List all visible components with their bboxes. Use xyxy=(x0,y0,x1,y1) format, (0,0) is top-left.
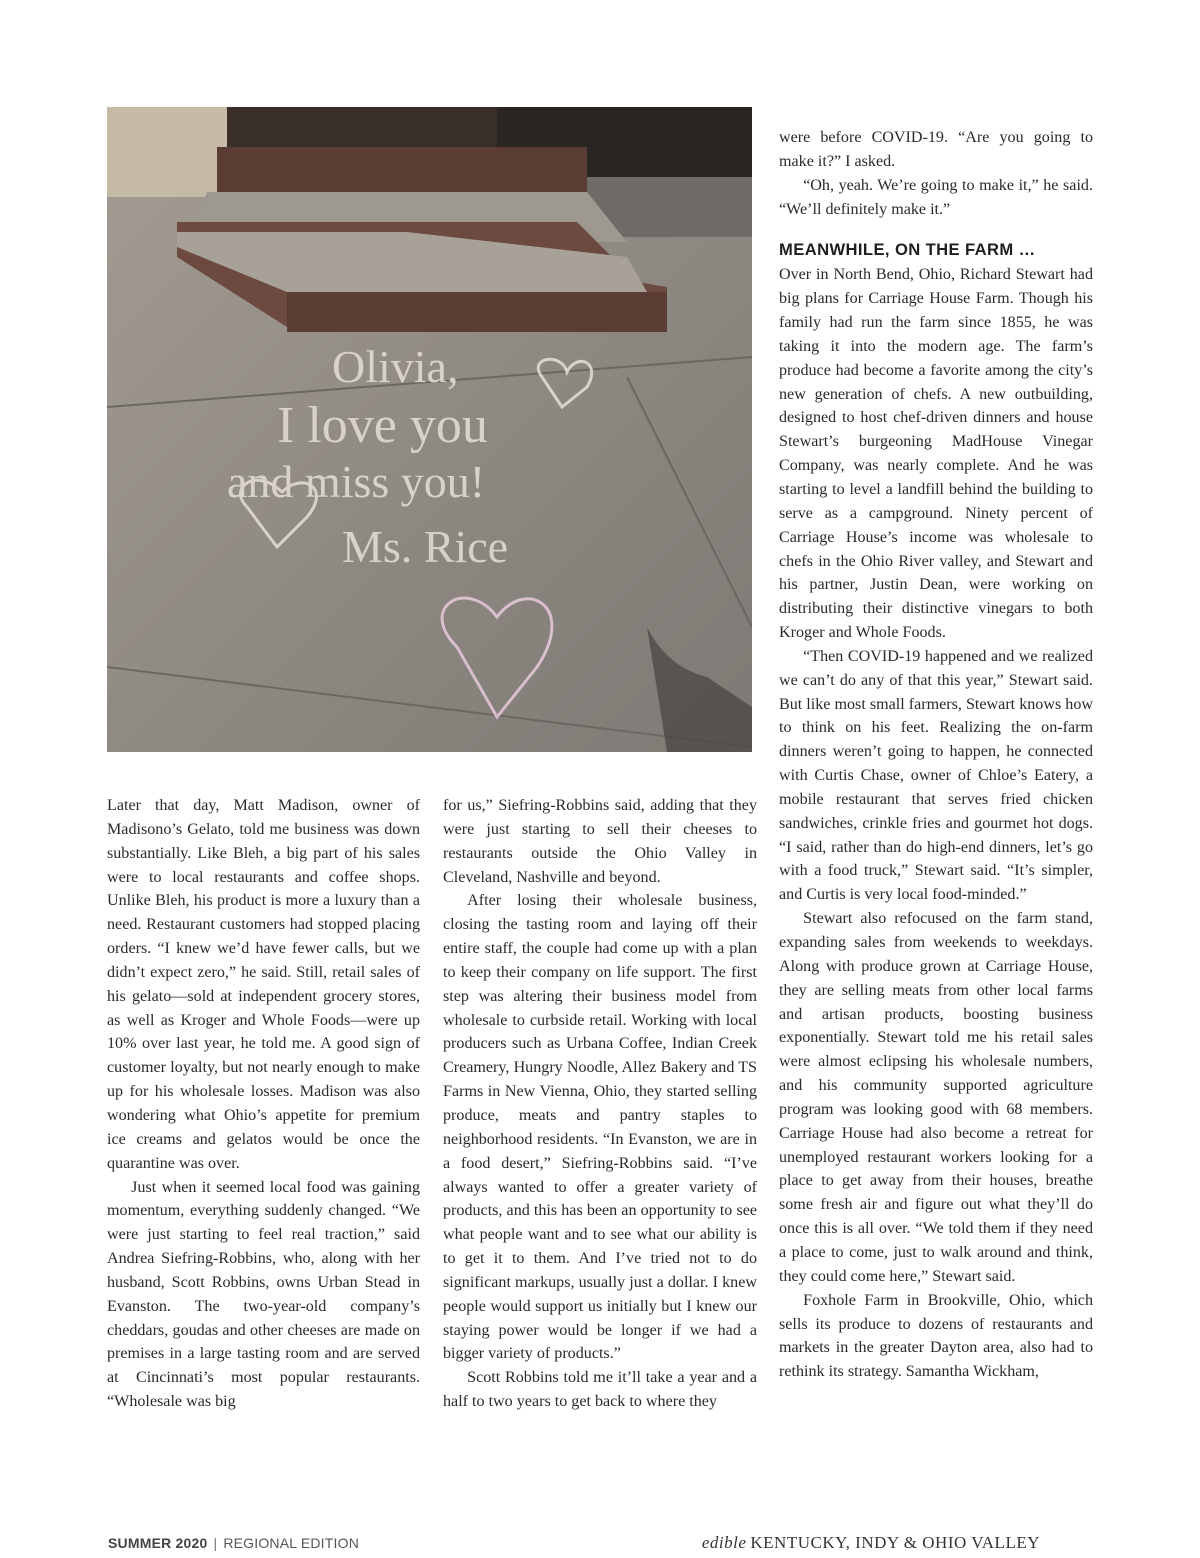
paragraph: Later that day, Matt Madison, owner of Madisono’s Gelato, told me business was down substantially. Like Bleh, a big part of his sales were to local restaurants and coffee shops. Unlike Bleh, his product is more a luxury than a need. Restaurant customers had stopped placing orders. “I knew we’d have fewer calls, but we didn’t expect zero,” he said. Still, retail sales of his gelato—sold at independent grocery stores, as well as Kroger and Whole Foods—were up 10% over last year, he told me. A good sign of customer loyalty, but not nearly enough to make up for his wholesale losses. Madison was also wondering what Ohio’s appetite for premium ice creams and gelatos would be once the quarantine was over. xyxy=(107,797,420,1172)
footer-separator: | xyxy=(213,1535,218,1551)
paragraph: were before COVID-19. “Are you going to make it?” I asked. xyxy=(779,129,1093,170)
paragraph: “Oh, yeah. We’re going to make it,” he said. “We’ll definitely make it.” xyxy=(779,176,1093,218)
section-heading: MEANWHILE, ON THE FARM … xyxy=(779,240,1036,260)
chalk-line-4: Ms. Rice xyxy=(342,521,509,572)
paragraph: Just when it seemed local food was gaining momentum, everything suddenly changed. “We were just starting to feel real traction,” said Andrea Siefring-Robbins, who, along with her husband, Scott Robbins, owns Urban Stead in Evanston. The two-year-old company’s cheddars, goudas and other cheeses are made on premises in a large tasting room and are served at Cincinnati’s most popular restaurants. “Wholesale was big xyxy=(107,1178,420,1411)
paragraph: Over in North Bend, Ohio, Richard Stewart had big plans for Carriage House Farm. Though his family had run the farm since 1855, he was taking it into the modern age. The farm’s produce had become a favorite among the city’s new generation of chefs. A new outbuilding, designed to host chef-driven dinners and house Stewart’s burgeoning MadHouse Vinegar Company, was nearly complete. And he was starting to level a landfill behind the building to serve as a campground. Ninety percent of Carriage House’s income was wholesale to chefs in the Ohio River valley, and Stewart and his partner, Justin Dean, were working on distributing their distinctive vinegars to both Kroger and Whole Foods. xyxy=(779,266,1093,642)
chalk-line-3: and miss you! xyxy=(227,456,486,507)
chalk-line-2: I love you xyxy=(277,397,488,454)
footer-brand: edible xyxy=(701,1533,747,1552)
chalk-line-1: Olivia, xyxy=(332,341,459,392)
footer-season: SUMMER 2020 xyxy=(108,1535,208,1551)
photo-illustration xyxy=(107,107,752,752)
footer-issue xyxy=(108,1535,359,1551)
house-siding xyxy=(107,107,227,197)
paragraph: After losing their wholesale business, closing the tasting room and laying off their entire staff, the couple had come up with a plan to keep their company on life support. The first step was altering their business model from wholesale to curbside retail. Working with local producers such as Urbana Coffee, Indian Creek Creamery, Hungry Noodle, Allez Bakery and TS Farms in New Vienna, Ohio, they started selling produce, meats and pantry staples to neighborhood residents. “In Evanston, we are in a food desert,” Siefring-Robbins said. “I’ve always wanted to offer a greater variety of products, and this has been an opportunity to see what people want and to see what our ability is to get it to them. And I’ve tried not to do significant markups, usually just a dollar. I knew people would support us initially but I knew our staying power would be longer if we had a bigger variety of products.” xyxy=(443,892,757,1363)
paragraph: Stewart also refocused on the farm stand, expanding sales from weekends to weekdays. Along with produce grown at Carriage House, they are selling meats from other local farms and artisan products, boosting business exponentially. Stewart told me his retail sales were almost eclipsing his wholesale numbers, and his community supported agriculture program was looking good with 68 members. Carriage House had also become a retreat for unemployed restaurant workers looking for a place to get away from their houses, breathe some fresh air and figure out what they’ll do once this is all over. “We told them if they need a place to come, just to walk around and think, they could come here,” Stewart said. xyxy=(779,910,1093,1285)
article-column-3 xyxy=(779,126,1093,1384)
footer-edition: REGIONAL EDITION xyxy=(223,1535,360,1551)
paragraph: “Then COVID-19 happened and we realized we can’t do any of that this year,” Stewart said. But like most small farmers, Stewart knows how to think on his feet. Realizing the on-farm dinners weren’t going to happen, he connected with Curtis Chase, owner of Chloe’s Eatery, a mobile restaurant that serves fried chicken sandwiches, crinkle fries and gourmet hot dogs. “I said, rather than do high-end dinners, let’s go with a food truck,” Stewart said. “It’s simpler, and Curtis is very local food-minded.” xyxy=(779,647,1093,904)
footer-publication-name: KENTUCKY, INDY & OHIO VALLEY xyxy=(750,1533,1040,1552)
paragraph: for us,” Siefring-Robbins said, adding that they were just starting to sell their cheeses to restaurants outside the Ohio Valley in Cleveland, Nashville and beyond. xyxy=(443,797,757,886)
chalk-sidewalk-photo xyxy=(107,107,752,752)
article-column-1 xyxy=(107,794,420,1414)
paragraph: Foxhole Farm in Brookville, Ohio, which sells its produce to dozens of restaurants and markets in the greater Dayton area, also had to rethink its strategy. Samantha Wickham, xyxy=(779,1291,1093,1381)
paragraph: Scott Robbins told me it’ll take a year and a half to two years to get back to where they xyxy=(443,1369,757,1411)
article-column-2 xyxy=(443,794,757,1414)
footer-publication xyxy=(702,1533,1040,1553)
